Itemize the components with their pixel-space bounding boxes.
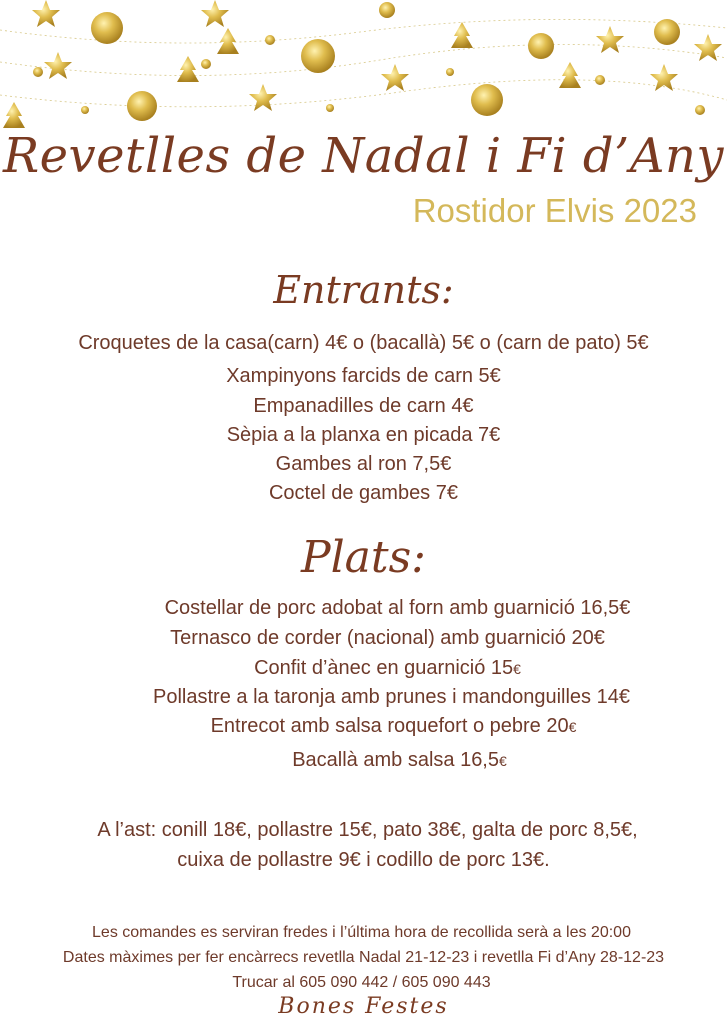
- plats-heading: Plats:: [301, 532, 426, 583]
- phone-line: Trucar al 605 090 442 / 605 090 443: [232, 974, 491, 991]
- ast-line: A l’ast: conill 18€, pollastre 15€, pato 38€, galta de porc 8,5€,: [97, 819, 638, 841]
- note-line: Les comandes es serviran fredes i l’última hora de recollida serà a les 20:00: [92, 924, 631, 941]
- footer-greeting: Bones Festes: [278, 994, 449, 1019]
- menu-item: Croquetes de la casa(carn) 4€ o (bacallà) 5€ o (carn de pato) 5€: [78, 332, 649, 354]
- menu-item: Pollastre a la taronja amb prunes i mandonguilles 14€: [153, 686, 630, 708]
- menu-item: Coctel de gambes 7€: [268, 482, 458, 504]
- ast-line: cuixa de pollastre 9€ i codillo de porc 13€.: [177, 849, 550, 871]
- entrants-heading: Entrants:: [273, 268, 454, 312]
- gold-glitter-garland-icon: [0, 0, 727, 135]
- menu-item: Empanadilles de carn 4€: [253, 395, 474, 417]
- page-title: Revetlles de Nadal i Fi d’Any: [2, 128, 725, 184]
- page-subtitle: Rostidor Elvis 2023: [412, 192, 697, 229]
- menu-item: Ternasco de corder (nacional) amb guarnició 20€: [170, 627, 605, 649]
- menu-item: Gambes al ron 7,5€: [275, 453, 452, 475]
- menu-item: Bacallà amb salsa 16,5€: [292, 749, 507, 771]
- note-line: Dates màximes per fer encàrrecs revetlla Nadal 21-12-23 i revetlla Fi d’Any 28-12-23: [62, 949, 665, 966]
- menu-item: Sèpia a la planxa en picada 7€: [226, 424, 501, 446]
- menu-item: Entrecot amb salsa roquefort o pebre 20€: [210, 715, 577, 737]
- menu-item: Confit d’ànec en guarnició 15€: [254, 657, 521, 679]
- menu-item: Xampinyons farcids de carn 5€: [226, 365, 501, 387]
- menu-item: Costellar de porc adobat al forn amb guarnició 16,5€: [164, 597, 631, 619]
